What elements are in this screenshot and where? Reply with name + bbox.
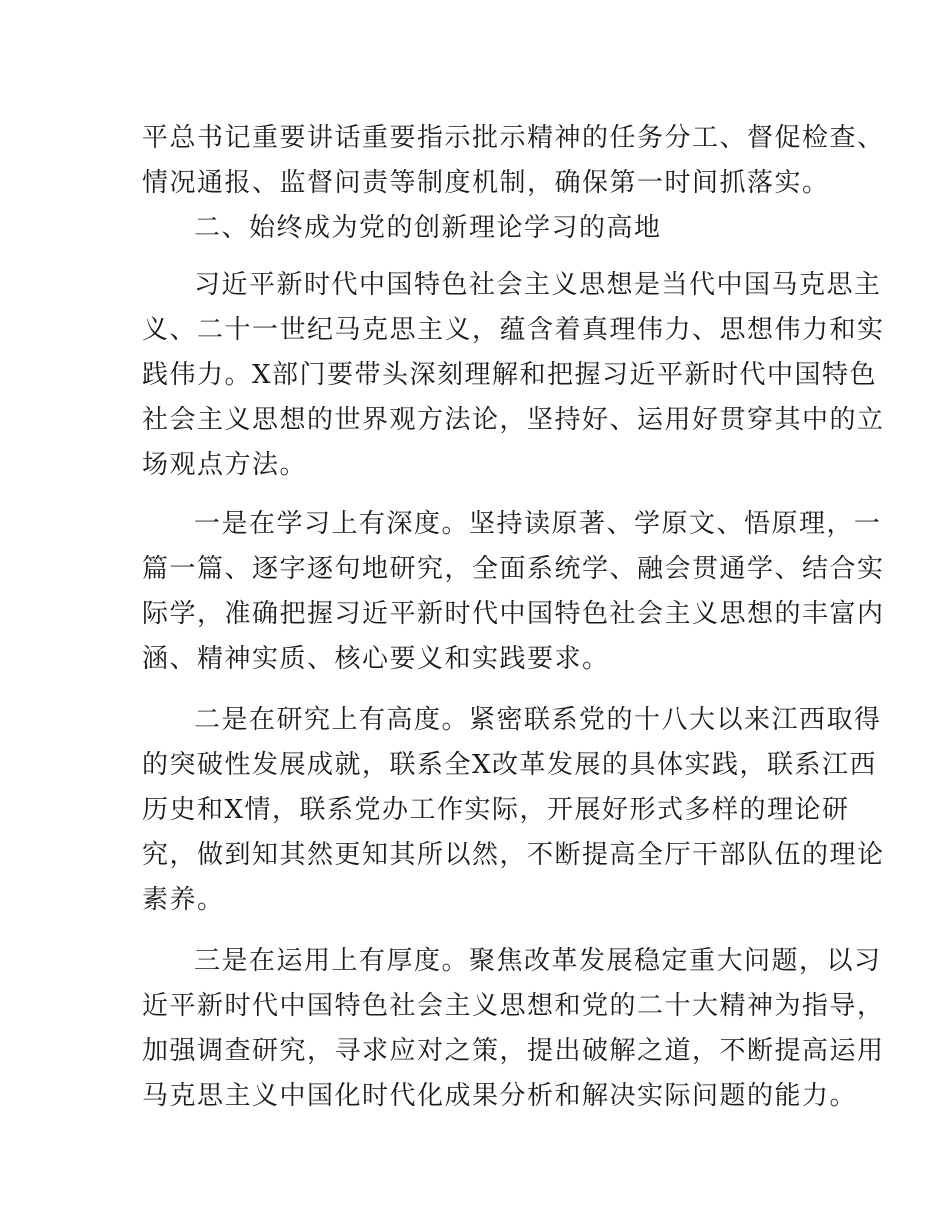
text-line: 习近平新时代中国特色社会主义思想是当代中国马克思主 [194, 270, 882, 300]
text-line: 二是在研究上有高度。紧密联系党的十八大以来江西取得 [194, 705, 882, 735]
text-line: 一是在学习上有深度。坚持读原著、学原文、悟原理，一 [194, 509, 882, 539]
paragraph-height [142, 698, 885, 923]
text-line: 平总书记重要讲话重要指示批示精神的任务分工、督促检查、 [142, 123, 885, 153]
text-line: 场观点方法。 [142, 450, 308, 480]
paragraph-continuation [142, 116, 885, 206]
text-line: 义、二十一世纪马克思主义，蕴含着真理伟力、思想伟力和实 [142, 315, 885, 345]
section-heading [142, 206, 817, 251]
text-line: 究，做到知其然更知其所以然，不断提高全厅干部队伍的理论 [142, 840, 885, 870]
heading-line: 二、始终成为党的创新理论学习的高地 [194, 213, 662, 243]
text-line: 加强调查研究，寻求应对之策，提出破解之道，不断提高运用 [142, 1036, 885, 1066]
text-line: 涵、精神实质、核心要义和实践要求。 [142, 644, 610, 674]
text-line: 马克思主义中国化时代化成果分析和解决实际问题的能力。 [142, 1081, 858, 1111]
document-body [142, 116, 885, 1119]
text-line: 际学，准确把握习近平新时代中国特色社会主义思想的丰富内 [142, 599, 885, 629]
text-line: 的突破性发展成就，联系全X改革发展的具体实践，联系江西 [142, 750, 878, 780]
text-line: 历史和X情，联系党办工作实际，开展好形式多样的理论研 [142, 795, 850, 825]
text-line: 篇一篇、逐字逐句地研究，全面系统学、融会贯通学、结合实 [142, 554, 885, 584]
text-line: 三是在运用上有厚度。聚焦改革发展稳定重大问题，以习 [194, 946, 882, 976]
paragraph-depth [142, 502, 885, 682]
paragraph-thickness [142, 939, 885, 1119]
text-line: 践伟力。X部门要带头深刻理解和把握习近平新时代中国特色 [142, 360, 878, 390]
text-line: 社会主义思想的世界观方法论，坚持好、运用好贯穿其中的立 [142, 405, 885, 435]
text-line: 近平新时代中国特色社会主义思想和党的二十大精神为指导， [142, 991, 885, 1021]
text-line: 情况通报、监督问责等制度机制，确保第一时间抓落实。 [142, 168, 830, 198]
paragraph-intro [142, 263, 885, 488]
text-line: 素养。 [142, 885, 225, 915]
